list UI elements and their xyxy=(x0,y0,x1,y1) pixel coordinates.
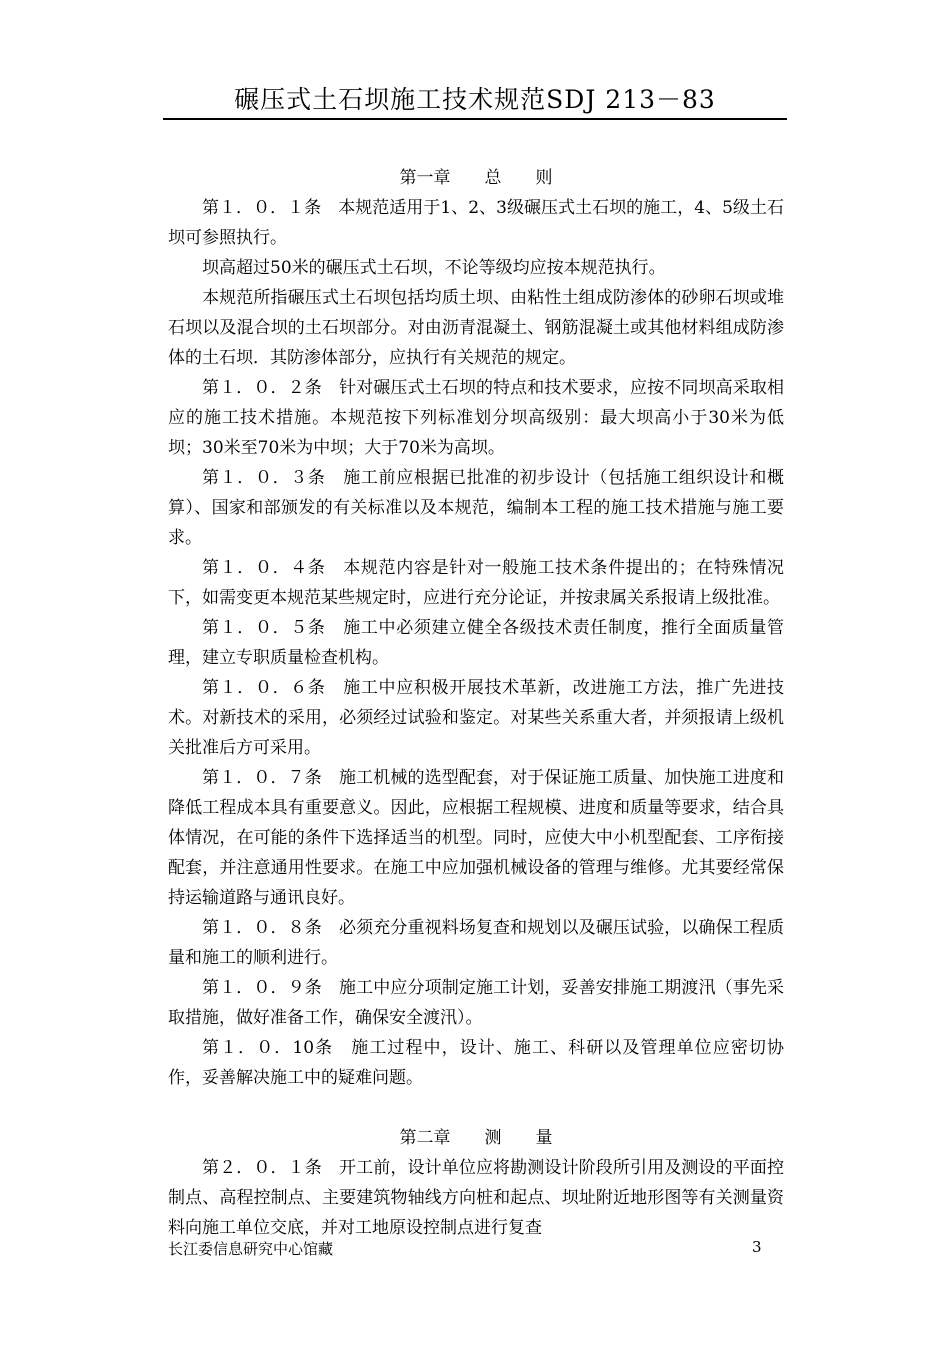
article-2-0-1: 第２．０．１条 开工前，设计单位应将勘测设计阶段所引用及测设的平面控制点、高程控制点、主要建筑物轴线方向桩和起点、坝址附近地形图等有关测量资料向施工单位交底，并对工地原设控制点进行复查 xyxy=(168,1158,784,1238)
article-1-0-9: 第１．０．９条 施工中应分项制定施工计划，妥善安排施工期渡汛（事先采取措施，做好准备工作，确保安全渡汛）。 xyxy=(168,978,784,1028)
article-1-0-3: 第１．０．３条 施工前应根据已批准的初步设计（包括施工组织设计和概算）、国家和部颁发的有关标准以及本规范，编制本工程的施工技术措施与施工要求。 xyxy=(168,468,784,548)
article-1-0-7: 第１．０．７条 施工机械的选型配套，对于保证施工质量、加快施工进度和降低工程成本具有重要意义。因此，应根据工程规模、进度和质量等要求，结合具体情况，在可能的条件下选择适当的机型。同时，应使大中小机型配套、工序衔接配套，并注意通用性要求。在施工中应加强机械设备的管理与维修。尤其要经常保持运输道路与通讯良好。 xyxy=(168,768,784,908)
article-1-0-8: 第１．０．８条 必须充分重视料场复查和规划以及碾压试验，以确保工程质量和施工的顺利进行。 xyxy=(168,918,784,968)
document-body xyxy=(168,163,784,1243)
article-1-0-10: 第１．０．10条 施工过程中，设计、施工、科研以及管理单位应密切协作，妥善解决施工中的疑难问题。 xyxy=(168,1038,784,1088)
chapter-1-heading: 第一章 总 则 xyxy=(399,168,553,188)
paragraph-dam-types: 本规范所指碾压式土石坝包括均质土坝、由粘性土组成防渗体的砂卵石坝或堆石坝以及混合坝的土石坝部分。对由沥青混凝土、钢筋混凝土或其他材料组成防渗体的土石坝．其防渗体部分，应执行有关规范的规定。 xyxy=(168,288,784,368)
document-title: 碾压式土石坝施工技术规范SDJ 213－83 xyxy=(234,85,716,114)
chapter-2-heading: 第二章 测 量 xyxy=(399,1128,553,1148)
article-1-0-2: 第１．０．２条 针对碾压式土石坝的特点和技术要求，应按不同坝高采取相应的施工技术措施。本规范按下列标准划分坝高级别：最大坝高小于30米为低坝；30米至70米为中坝；大于70米为高坝。 xyxy=(168,378,784,458)
footer-archive-note: 长江委信息研究中心馆藏 xyxy=(168,1240,334,1258)
paragraph-dam-height: 坝高超过50米的碾压式土石坝，不论等级均应按本规范执行。 xyxy=(202,258,666,278)
article-1-0-1: 第１．０．１条 本规范适用于1、2、3级碾压式土石坝的施工，4、5级土石坝可参照执行。 xyxy=(168,198,784,248)
chapter-spacer xyxy=(168,1093,784,1123)
article-1-0-6: 第１．０．６条 施工中应积极开展技术革新，改进施工方法，推广先进技术。对新技术的采用，必须经过试验和鉴定。对某些关系重大者，并须报请上级机关批准后方可采用。 xyxy=(168,678,784,758)
header-divider xyxy=(163,118,787,120)
article-1-0-4: 第１．０．４条 本规范内容是针对一般施工技术条件提出的；在特殊情况下，如需变更本规范某些规定时，应进行充分论证，并按隶属关系报请上级批准。 xyxy=(168,558,784,608)
article-1-0-5: 第１．０．５条 施工中必须建立健全各级技术责任制度，推行全面质量管理，建立专职质量检查机构。 xyxy=(168,618,784,668)
page-number: 3 xyxy=(752,1238,762,1256)
